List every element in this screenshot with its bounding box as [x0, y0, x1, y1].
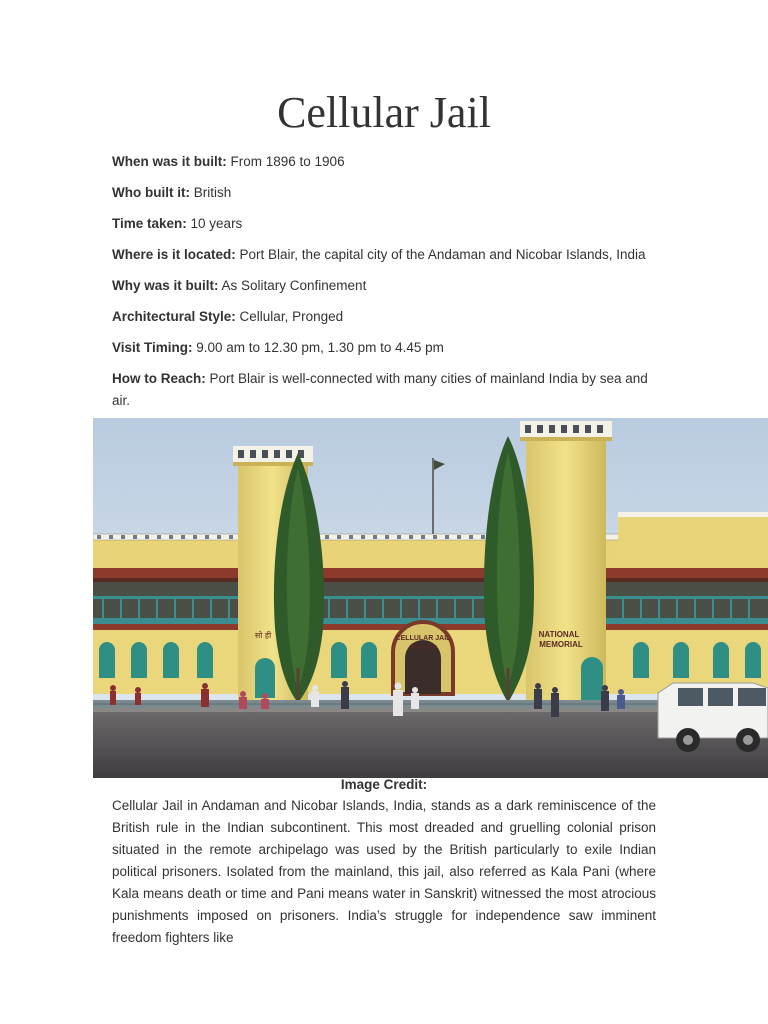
fact-label: Architectural Style: [112, 309, 236, 324]
fact-when-built [112, 151, 656, 173]
fact-how-to-reach [112, 368, 656, 412]
fact-value: British [189, 185, 232, 200]
facts-list [112, 151, 656, 421]
fact-label: Time taken: [112, 216, 187, 231]
fact-value: 9.00 am to 12.30 pm, 1.30 pm to 4.45 pm [192, 340, 444, 355]
fact-value: Port Blair, the capital city of the Andaman and Nicobar Islands, India [235, 247, 646, 262]
cellular-jail-illustration [93, 418, 768, 778]
fact-architectural-style [112, 306, 656, 328]
fact-value: Port Blair is well-connected with many cities of mainland India by sea and air. [112, 371, 648, 408]
fact-time-taken [112, 213, 656, 235]
image-credit: Image Credit: [340, 777, 428, 792]
fact-why-built [112, 275, 656, 297]
fact-label: When was it built: [112, 154, 227, 169]
fact-value: As Solitary Confinement [218, 278, 367, 293]
fact-value: Cellular, Pronged [235, 309, 344, 324]
fact-value: From 1896 to 1906 [226, 154, 345, 169]
fact-label: Where is it located: [112, 247, 236, 262]
sign-right-line1: NATIONAL [538, 630, 580, 639]
fact-value: 10 years [186, 216, 243, 231]
fact-label: Why was it built: [112, 278, 219, 293]
sign-center-top: CELLULAR JAIL [395, 635, 451, 642]
sign-left: सो ही [254, 631, 272, 640]
fact-visit-timing [112, 337, 656, 359]
cellular-jail-photo [93, 418, 768, 778]
body-paragraph: Cellular Jail in Andaman and Nicobar Islands, India, stands as a dark reminiscence of the British rule in the Indian subcontinent. This most dreaded and gruelling colonial prison situated in the remote archipelago was used by the British particularly to exile Indian political prisoners. Isolated from the mainland, this jail, also referred as Kala Pani (where Kala means death or time and Pani means water in Sanskrit) witnessed the most atrocious punishments imposed on prisoners. India’s struggle for independence saw imminent freedom fighters like [112, 798, 656, 945]
fact-label: Who built it: [112, 185, 190, 200]
fact-location [112, 244, 656, 266]
page-title: Cellular Jail [277, 88, 491, 137]
fact-label: Visit Timing: [112, 340, 193, 355]
fact-label: How to Reach: [112, 371, 206, 386]
sign-center-bottom: सेल्युलर जेल [409, 644, 437, 651]
fact-who-built [112, 182, 656, 204]
sign-right-line2: MEMORIAL [539, 640, 583, 649]
